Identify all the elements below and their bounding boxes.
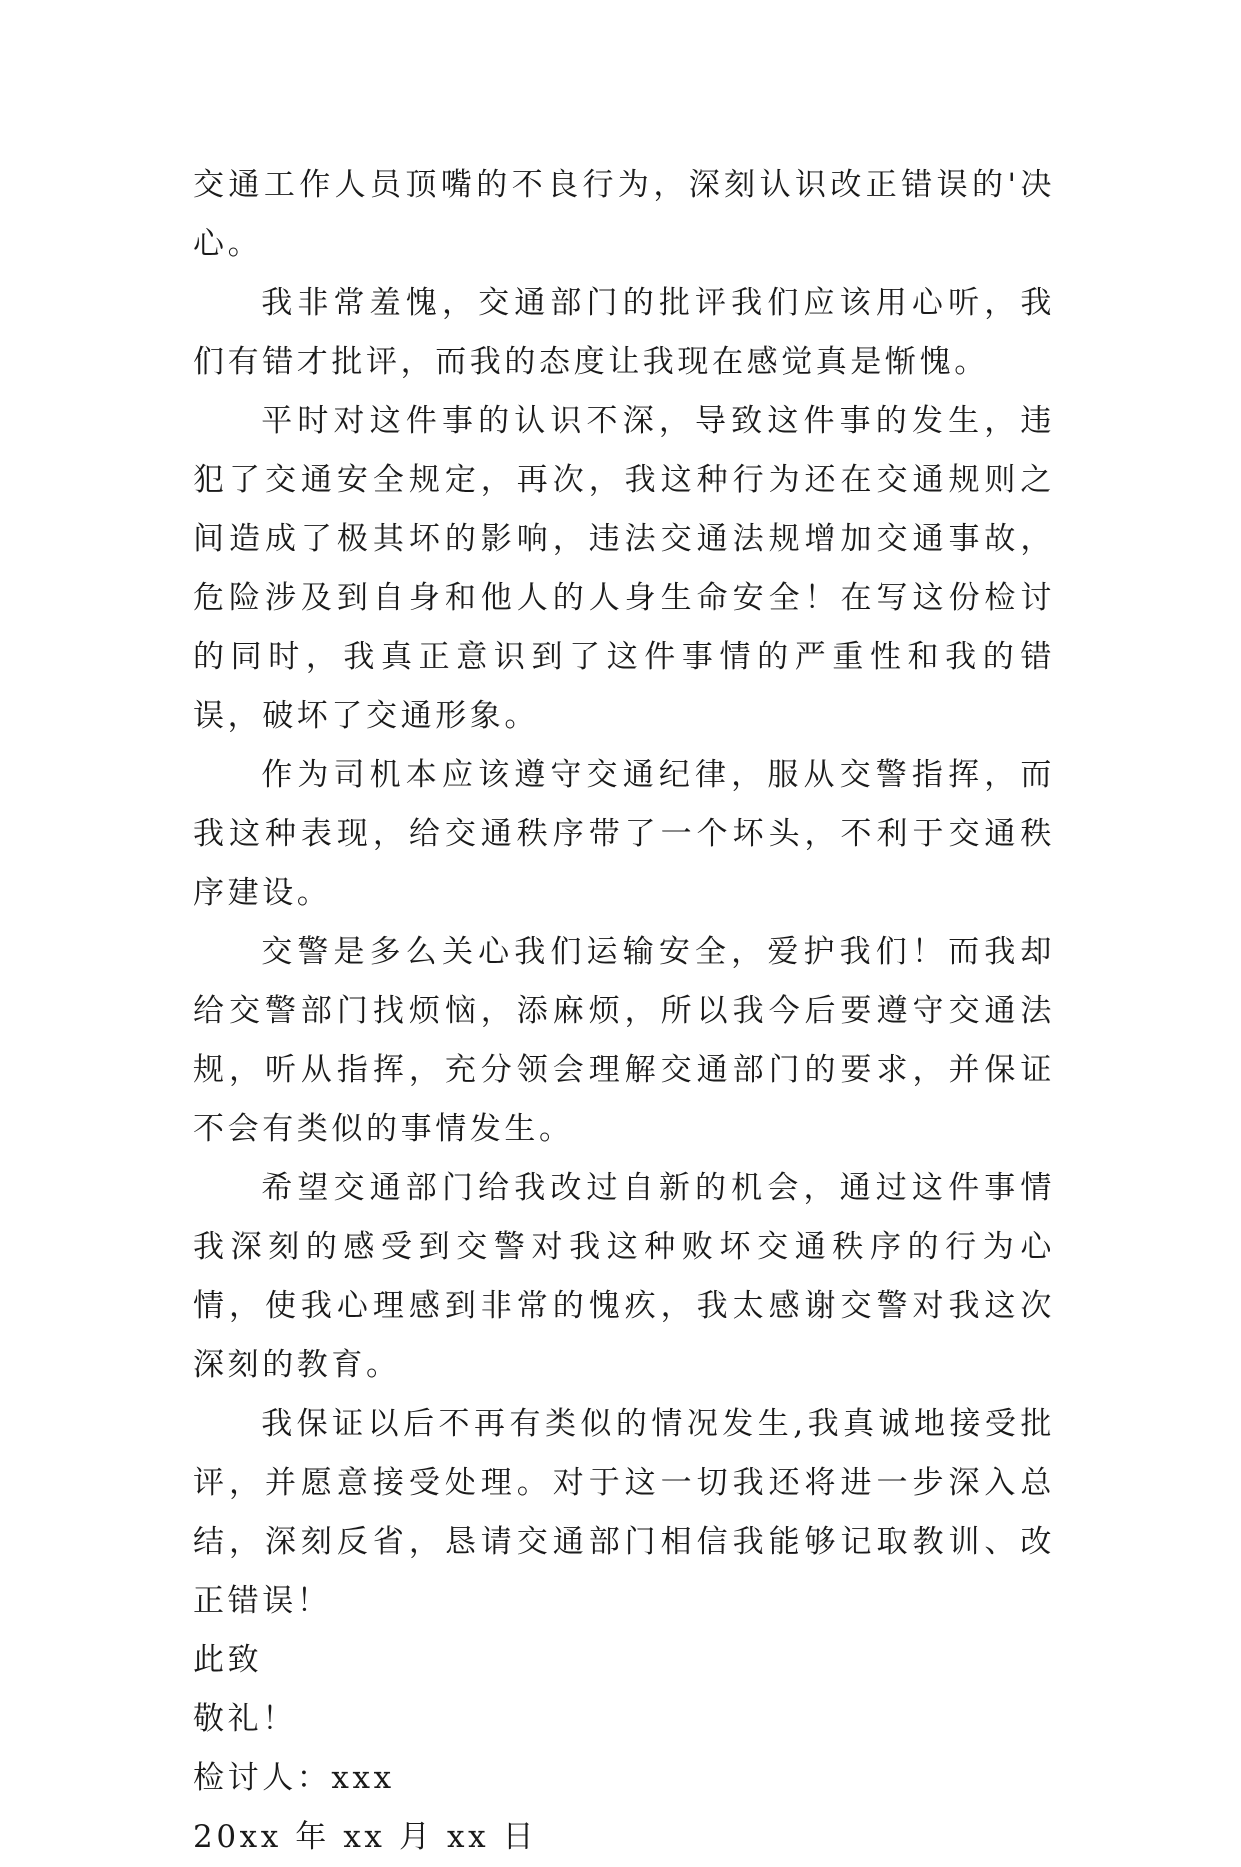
paragraph-continuation: 交通工作人员顶嘴的不良行为，深刻认识改正错误的'决心。 bbox=[193, 167, 1055, 262]
paragraph: 作为司机本应该遵守交通纪律，服从交警指挥，而我这种表现，给交通秩序带了一个坏头，不利于交通秩序建设。 bbox=[193, 757, 1055, 911]
paragraph: 我保证以后不再有类似的情况发生,我真诚地接受批评，并愿意接受处理。对于这一切我还将进一步深入总结，深刻反省，恳请交通部门相信我能够记取教训、改正错误！ bbox=[193, 1406, 1055, 1619]
salutation-line-2: 敬礼！ bbox=[193, 1701, 297, 1737]
paragraph: 我非常羞愧，交通部门的批评我们应该用心听，我们有错才批评，而我的态度让我现在感觉真是惭愧。 bbox=[193, 285, 1055, 380]
document-body bbox=[193, 156, 1055, 1867]
paragraph: 希望交通部门给我改过自新的机会，通过这件事情我深刻的感受到交警对我这种败坏交通秩序的行为心情，使我心理感到非常的愧疚，我太感谢交警对我这次深刻的教育。 bbox=[193, 1170, 1055, 1383]
salutation-line-1: 此致 bbox=[193, 1642, 263, 1678]
paragraph: 交警是多么关心我们运输安全，爱护我们！而我却给交警部门找烦恼，添麻烦，所以我今后要遵守交通法规，听从指挥，充分领会理解交通部门的要求，并保证不会有类似的事情发生。 bbox=[193, 934, 1055, 1147]
date-line: 20xx 年 xx 月 xx 日 bbox=[193, 1819, 538, 1855]
signer-line: 检讨人：xxx bbox=[193, 1760, 395, 1796]
paragraph: 平时对这件事的认识不深，导致这件事的发生，违犯了交通安全规定，再次，我这种行为还在交通规则之间造成了极其坏的影响，违法交通法规增加交通事故，危险涉及到自身和他人的人身生命安全！在写这份检讨的同时，我真正意识到了这件事情的严重性和我的错误，破坏了交通形象。 bbox=[193, 403, 1055, 734]
